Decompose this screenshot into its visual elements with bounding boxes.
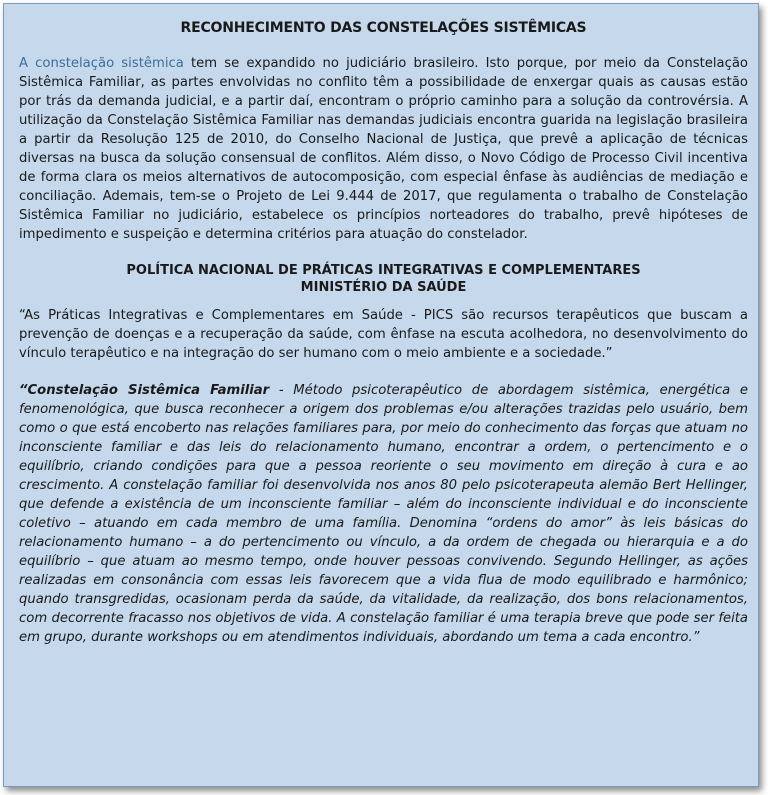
quote-text: - Método psicoterapêutico de abordagem sistêmica, energética e fenomenológica, que busca reconhecer a origem dos problemas e/ou alterações trazidas pelo usuário, bem como o que está encoberto nas relações familiares para, por meio do conhecimento das forças que atuam no inconsciente familiar e das leis do relacionamento humano, encontrar a ordem, o pertencimento e o equilíbrio, criando condições para que a pessoa reoriente o seu movimento em direção à cura e ao crescimento. A constelação familiar foi desenvolvida nos anos 80 pelo psicoterapeuta alemão Bert Hellinger, que defende a existência de um inconsciente familiar – além do inconsciente individual e do inconsciente coletivo – atuando em cada membro de uma família. Denomina “ordens do amor” às leis básicas do relacionamento humano – a do pertencimento ou vínculo, a da ordem de chegada ou hierarquia e a do equilíbrio – que atuam ao mesmo tempo, onde houver pessoas convivendo. Segundo Hellinger, as ações realizadas em consonância com essas leis favorecem que a vida flua de modo equilibrado e harmônico; quando transgredidas, ocasionam perda da saúde, da vitalidade, da realização, dos bons relacionamentos, com decorrente fracasso nos objetivos de vida. A constelação familiar é uma terapia breve que pode ser feita em grupo, durante workshops ou em atendimentos individuais, abordando um tema a cada encontro.” [19, 383, 748, 645]
section-subtitle [19, 262, 748, 296]
subtitle-line-2: MINISTÉRIO DA SAÚDE [300, 280, 467, 295]
document-panel [3, 3, 759, 787]
intro-highlight: A constelação sistêmica [19, 56, 184, 71]
page-title: RECONHECIMENTO DAS CONSTELAÇÕES SISTÊMICAS [180, 20, 587, 36]
intro-text: tem se expandido no judiciário brasileiro. Isto porque, por meio da Constelação Sistêmica Familiar, as partes envolvidas no conflito têm a possibilidade de enxergar quais as causas estão por trás da demanda judicial, e a partir daí, encontram o próprio caminho para a solução da controvérsia. A utilização da Constelação Sistêmica Familiar nas demandas judiciais encontra guarida na legislação brasileira a partir da Resolução 125 de 2010, do Conselho Nacional de Justiça, que prevê a aplicação de técnicas diversas na busca da solução consensual de conflitos. Além disso, o Novo Código de Processo Civil incentiva de forma clara os meios alternativos de autocomposição, com especial ênfase às audiências de mediação e conciliação. Ademais, tem-se o Projeto de Lei 9.444 de 2017, que regulamenta o trabalho de Constelação Sistêmica Familiar no judiciário, estabelece os princípios norteadores do trabalho, prevê hipóteses de impedimento e suspeição e determina critérios para atuação do constelador. [19, 56, 748, 242]
constelacao-quote [19, 381, 748, 647]
subtitle-line-1: POLÍTICA NACIONAL DE PRÁTICAS INTEGRATIVAS E COMPLEMENTARES [126, 263, 641, 278]
pics-quote: “As Práticas Integrativas e Complementares em Saúde - PICS são recursos terapêuticos que buscam a prevenção de doenças e a recuperação da saúde, com ênfase na escuta acolhedora, no desenvolvimento do vínculo terapêutico e na integração do ser humano com o meio ambiente e a sociedade.” [19, 308, 748, 361]
intro-paragraph [19, 54, 748, 244]
quote-bold-lead: “Constelação Sistêmica Familiar [19, 383, 270, 398]
